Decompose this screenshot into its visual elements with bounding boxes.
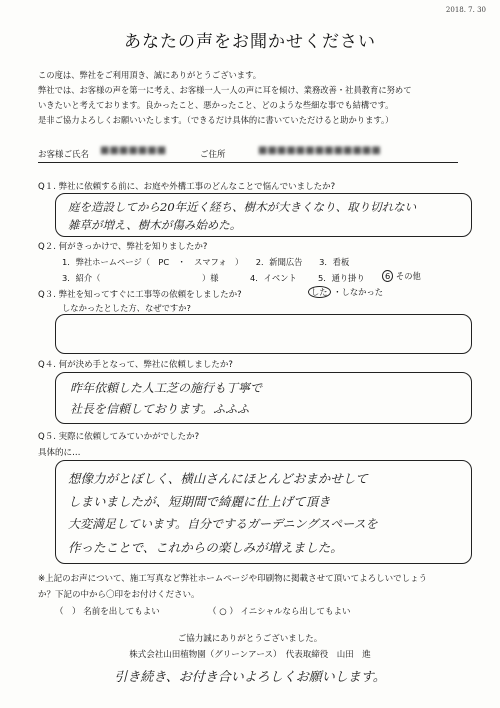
q1-answer-box — [55, 193, 472, 237]
intro-text — [38, 68, 478, 128]
intro-line: いきたいと考えております。良かったこと、悪かったこと、どのような些細な事でも結構です。 — [38, 100, 394, 110]
q2-option-other-label: その他 — [395, 271, 421, 281]
consent-option-name — [55, 605, 160, 617]
q5-answer-line: 大変満足しています。自分でするガーデニングスペースを — [68, 517, 378, 531]
q1-answer-line: 雑草が増え、樹木が傷み始めた。 — [68, 218, 242, 232]
address-label: ご住所 — [200, 150, 226, 160]
q3-sub: しなかったとした方、なぜですか? — [62, 303, 191, 313]
q5-answer-box — [55, 460, 472, 564]
q2-question: Q２. 何がきっかけで、弊社を知りましたか? — [38, 242, 208, 252]
q3-question: Q３. 弊社を知ってすぐに工事等の依頼をしましたか? — [38, 290, 242, 300]
q2-option-referral-end: ）様 — [202, 273, 219, 283]
q5-answer-line: 作ったことで、これからの楽しみが増えました。 — [68, 540, 343, 555]
consent-line: ※上記のお声について、施工写真など弊社ホームページや印刷物に掲載させて頂いてよろしいでしょう — [38, 574, 428, 584]
date-note: 2018. 7. 30 — [445, 6, 486, 14]
q5-answer-line: しまいましたが、短期間で綺麗に仕上げて頂き — [68, 494, 331, 509]
q1-answer-line: 庭を造設してから20年近く経ち、樹木が大きくなり、取り切れない — [68, 200, 417, 214]
q5-answer-line: 想像力がとぼしく、横山さんにほとんどおまかせして — [68, 471, 368, 486]
q2-option-other — [382, 270, 421, 282]
consent-option-label: イニシャルなら出してもよい — [240, 607, 351, 617]
consent-option-label: 名前を出してもよい — [83, 607, 160, 617]
intro-line: この度は、弊社をご利用頂き、誠にありがとうございます。 — [38, 70, 262, 80]
customer-row — [38, 145, 458, 163]
q4-answer-box — [55, 372, 472, 424]
intro-line: 弊社では、お客様の声を第一に考え、お客様一人一人の声に耳を傾け、業務改善・社員教育に努めて — [38, 85, 412, 95]
intro-line: 是非ご協力よろしくお願いいたします。（できるだけ具体的に書いていただけると助かります。） — [38, 115, 394, 125]
consent-option-mark: （ ） — [55, 607, 81, 617]
q2-options-row1: 1．弊社ホームページ（ PC ・ スマフォ ） 2．新聞広告 3．看板 — [62, 257, 350, 267]
consent-option-mark: （ ○ ） — [208, 607, 238, 617]
name-label: お客様ご氏名 — [38, 150, 90, 160]
consent-option-initial — [208, 605, 351, 617]
q5-sub: 具体的に… — [38, 448, 81, 458]
name-value: ■■■■■■■ — [100, 145, 167, 156]
circled-mark: した — [308, 286, 331, 298]
circled-mark: 6 — [382, 270, 393, 282]
q1-question: Q１. 弊社に依頼する前に、お庭や外構工事のどんなことで悩んでいましたか? — [38, 182, 336, 192]
company-line: 株式会社山田植物園（グリーンアース） 代表取締役 山田 進 — [129, 650, 371, 660]
q3-answer-box — [55, 314, 472, 354]
page-title: あなたの声をお聞かせください — [124, 32, 376, 52]
consent-line: か？下記の中から〇印をお付けください。 — [38, 590, 200, 600]
q3-choices — [308, 286, 383, 298]
handwritten-closing: 引き続き、お付き合いよろしくお願いします。 — [114, 670, 386, 685]
q4-answer-line: 社長を信頼しております。ふふふ — [70, 402, 250, 416]
address-value: ■■■■■■■■■■■■■ — [258, 145, 381, 156]
thanks-text: ご協力誠にありがとうございました。 — [177, 634, 323, 644]
q2-option-event: 4．イベント — [250, 273, 297, 283]
q3-choice-no: ・しなかった — [333, 287, 384, 297]
q2-option-referral: 3．紹介（ — [62, 273, 101, 283]
q4-answer-line: 昨年依頼した人工芝の施行も丁寧で — [70, 381, 263, 395]
q4-question: Q４. 何が決め手となって、弊社に依頼しましたか? — [38, 360, 233, 370]
q5-question: Q５. 実際に依頼してみていかがでしたか? — [38, 432, 200, 442]
q2-option-passing: 5．通り掛り — [318, 273, 365, 283]
